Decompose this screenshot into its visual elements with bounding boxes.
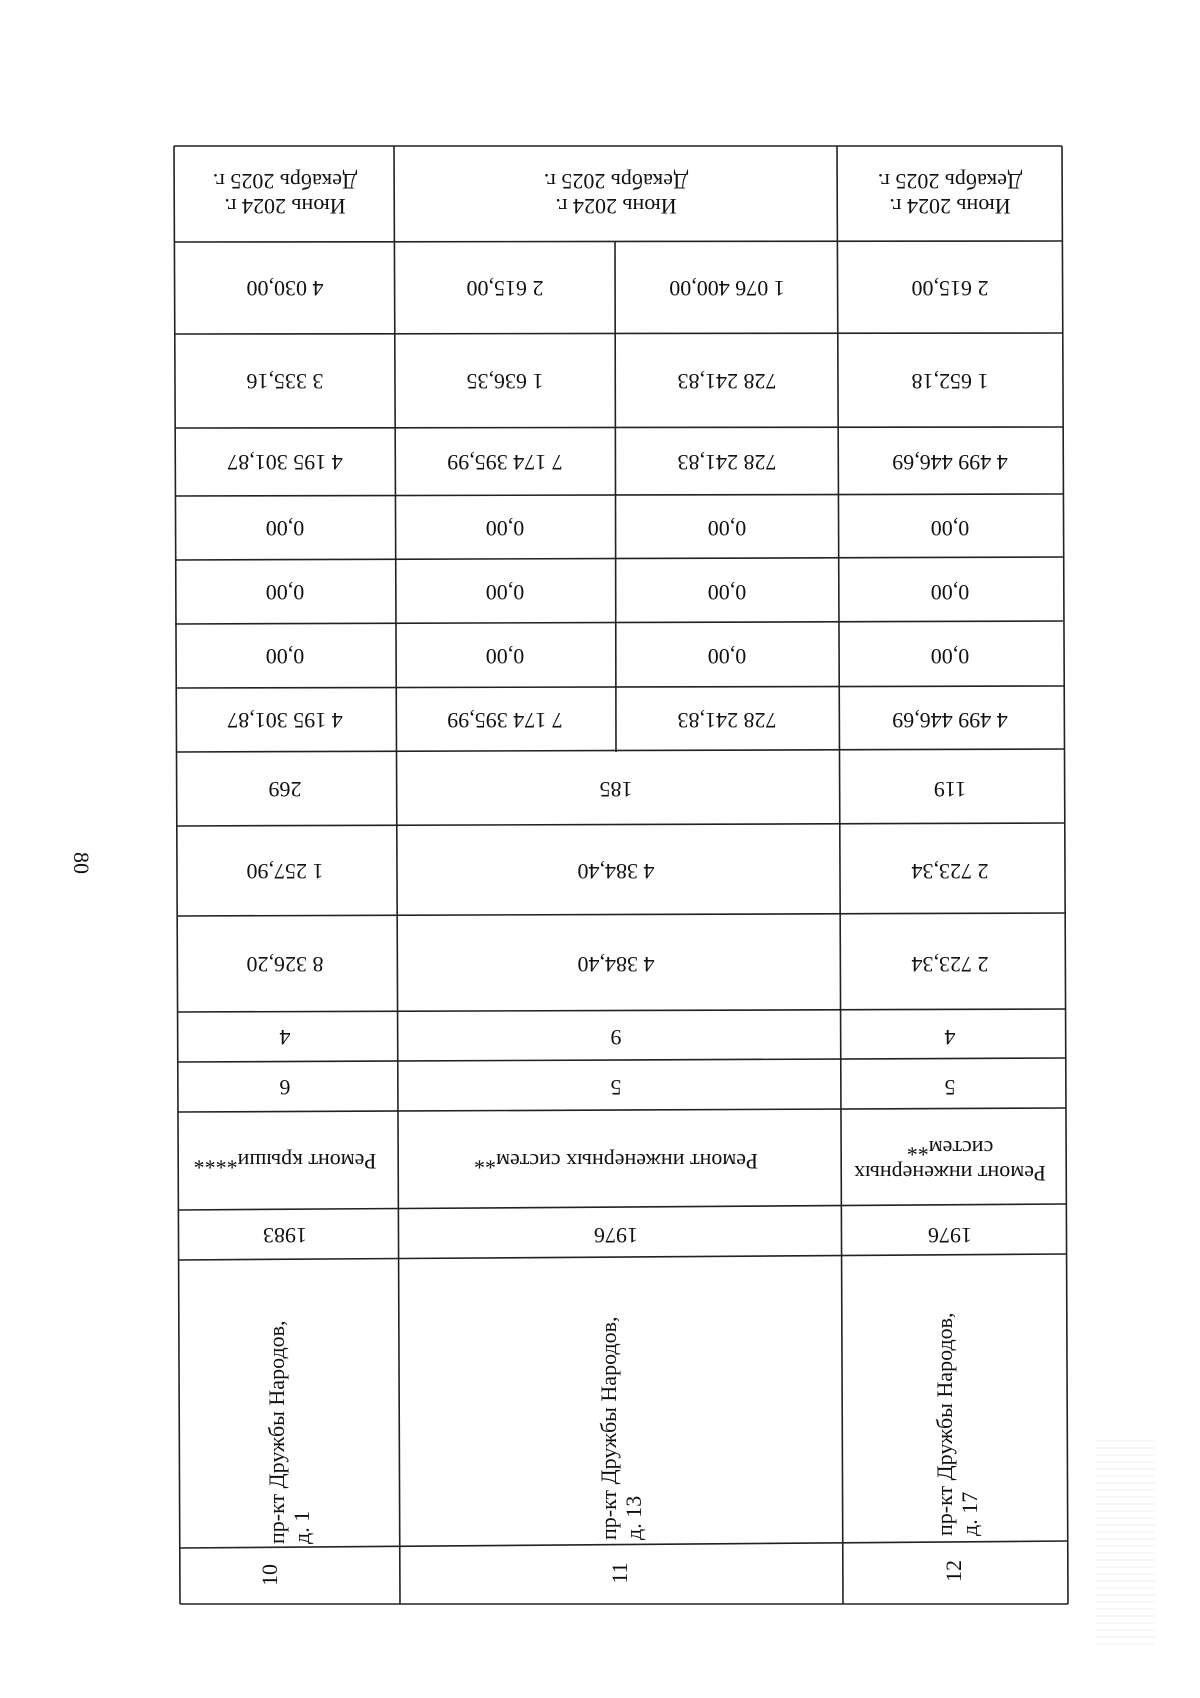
floors-cell: 5: [610, 1074, 622, 1100]
period-start: Июнь 2024 г.: [555, 194, 677, 220]
period-cell-11: [396, 148, 836, 240]
entrances-cell: 4: [944, 1024, 956, 1050]
zero-cell: 0,00: [265, 579, 305, 605]
unit-cost-cell: 3 335,16: [246, 368, 324, 394]
zero-cell: 0,00: [930, 515, 970, 541]
total-area-cell: 4 384,40: [577, 951, 655, 977]
area-cell: 1 257,90: [246, 858, 324, 884]
area-cell: 2 723,34: [911, 858, 989, 884]
period-end: Декабрь 2025 г.: [877, 169, 1023, 194]
area-cell: 4 384,40: [577, 858, 655, 884]
floors-cell: 5: [944, 1074, 956, 1100]
zero-cell: 0,00: [707, 515, 747, 541]
total-cost-cell: 4 499 446,69: [892, 449, 1008, 475]
unit-cost-cell: 728 241,83: [677, 368, 777, 394]
work-type-cell: Ремонт инженерных систем**: [474, 1148, 758, 1174]
cost-cell: 4 195 301,87: [227, 707, 343, 733]
unit-cost-cell: 1 636,35: [466, 368, 544, 394]
unit-cost-cell: 1 652,18: [911, 368, 989, 394]
work-type-line: Ремонт инженерных: [854, 1161, 1046, 1187]
cost-limit-cell: 1 076 400,00: [669, 275, 785, 301]
zero-cell: 0,00: [485, 643, 525, 669]
total-cost-cell: 4 195 301,87: [227, 449, 343, 475]
zero-cell: 0,00: [930, 579, 970, 605]
total-area-cell: 8 326,20: [246, 951, 324, 977]
cost-limit-cell: 4 030,00: [246, 275, 324, 301]
period-end: Декабрь 2025 г.: [543, 169, 689, 194]
row-number: 12: [941, 1560, 967, 1582]
year-cell: 1983: [263, 1222, 307, 1248]
total-area-cell: 2 723,34: [911, 951, 989, 977]
zero-cell: 0,00: [485, 515, 525, 541]
period-end: Декабрь 2025 г.: [212, 169, 358, 194]
cost-cell: 4 499 446,69: [892, 707, 1008, 733]
residents-cell: 269: [268, 776, 302, 802]
total-cost-cell: 728 241,83: [677, 449, 777, 475]
zero-cell: 0,00: [930, 643, 970, 669]
cost-limit-cell: 2 615,00: [911, 275, 989, 301]
address-cell: пр-кт Дружбы Народов, д. 17: [932, 1312, 983, 1536]
total-cost-cell: 7 174 395,99: [447, 449, 563, 475]
entrances-cell: 9: [610, 1024, 622, 1050]
work-type-line: систем**: [906, 1136, 994, 1161]
address-cell: пр-кт Дружбы Народов, д. 13: [596, 1316, 647, 1540]
residents-cell: 119: [933, 776, 967, 802]
year-cell: 1976: [928, 1222, 972, 1248]
floors-cell: 6: [279, 1074, 291, 1100]
work-type-cell: Ремонт крыши****: [193, 1148, 377, 1174]
address-cell: пр-кт Дружбы Народов, д. 1: [264, 1320, 315, 1544]
row-number: 10: [257, 1564, 283, 1586]
scan-artifact: [1095, 1440, 1155, 1650]
residents-cell: 185: [599, 776, 633, 802]
page-number: 80: [69, 852, 94, 874]
zero-cell: 0,00: [707, 579, 747, 605]
zero-cell: 0,00: [485, 579, 525, 605]
zero-cell: 0,00: [265, 643, 305, 669]
row-number: 11: [607, 1562, 633, 1584]
cost-cell: 728 241,83: [677, 707, 777, 733]
period-cell-12: [839, 148, 1061, 240]
period-start: Июнь 2024 г.: [889, 194, 1011, 220]
cost-limit-cell: 2 615,00: [466, 275, 544, 301]
period-start: Июнь 2024 г.: [224, 194, 346, 220]
cost-cell: 7 174 395,99: [447, 707, 563, 733]
year-cell: 1976: [594, 1222, 638, 1248]
period-cell-10: [176, 148, 394, 240]
entrances-cell: 4: [279, 1024, 291, 1050]
zero-cell: 0,00: [265, 515, 305, 541]
zero-cell: 0,00: [707, 643, 747, 669]
work-type-cell: [839, 1114, 1061, 1208]
